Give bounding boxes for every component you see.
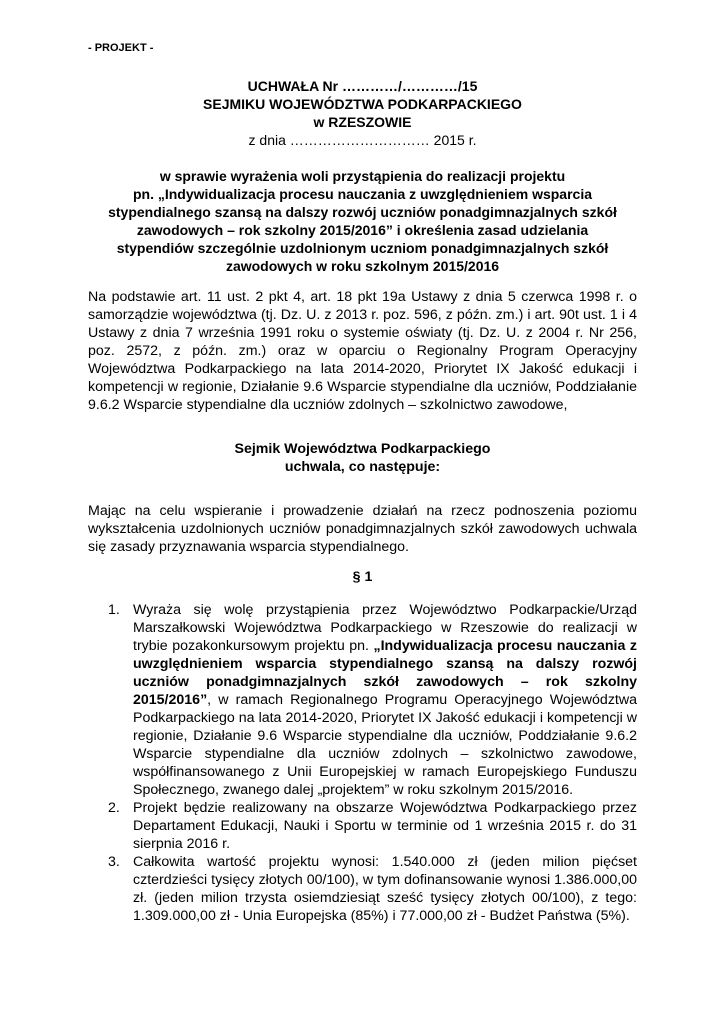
item-text-start: Wyraża się wolę przystąpienia przez Województwo Podkarpackie/Urząd Marszałkowski Województwa Podkarpackiego w Rzeszowie do realizacji w trybie pozakonkursowym projektu pn. bbox=[133, 602, 637, 654]
issuing-body: SEJMIKU WOJEWÓDZTWA PODKARPACKIEGO bbox=[203, 96, 522, 112]
subject-line: w sprawie wyrażenia woli przystąpienia do realizacji projektu bbox=[159, 168, 566, 184]
item-number: 2. bbox=[108, 800, 120, 816]
resolution-date: z dnia ………………………… 2015 r. bbox=[248, 132, 477, 148]
subject-line: stypendiów szczególnie uzdolnionym uczniom ponadgimnazjalnych szkół bbox=[116, 240, 609, 256]
provisions-list bbox=[88, 601, 637, 925]
resolution-subject bbox=[88, 167, 637, 275]
resolution-title bbox=[88, 77, 637, 131]
draft-label: - PROJEKT - bbox=[88, 42, 154, 54]
issuing-place: w RZESZOWIE bbox=[313, 114, 412, 130]
sejmik-resolves-heading bbox=[88, 440, 637, 476]
project-name: „Indywidualizacja procesu nauczania z uwzględnieniem wsparcia stypendialnego szansą na dalszy rozwój uczniów ponadgimnazjalnych szkół zawodowych – rok szkolny 2015/2016” bbox=[133, 638, 637, 708]
list-item bbox=[88, 853, 637, 925]
subject-line: zawodowych w roku szkolnym 2015/2016 bbox=[225, 258, 500, 274]
item-text: Całkowita wartość projektu wynosi: 1.540.000 zł (jeden milion pięćset czterdzieści tysięcy złotych 00/100), w tym dofinansowanie wynosi 1.386.000,00 zł. (jeden milion trzysta osiemdziesiąt sześć tysięcy złotych 00/100), z tego: 1.309.000,00 zł - Unia Europejska (85%) i 77.000,00 zł - Budżet Państwa (5%). bbox=[133, 854, 637, 924]
resolution-number: UCHWAŁA Nr …………/…………/15 bbox=[247, 78, 478, 94]
sejmik-name: Sejmik Województwa Podkarpackiego bbox=[234, 441, 491, 457]
item-text: Projekt będzie realizowany na obszarze Województwa Podkarpackiego przez Departament Edukacji, Nauki i Sportu w terminie od 1 września 2015 r. do 31 sierpnia 2016 r. bbox=[133, 800, 637, 852]
subject-line: stypendialnego szansą na dalszy rozwój uczniów ponadgimnazjalnych szkół bbox=[108, 204, 617, 220]
item-number: 1. bbox=[108, 602, 120, 618]
section-heading: § 1 bbox=[352, 569, 373, 585]
list-item bbox=[88, 799, 637, 853]
intro-paragraph: Mając na celu wspieranie i prowadzenie działań na rzecz podnoszenia poziomu wykształcenia uzdolnionych uczniów ponadgimnazjalnych szkół zawodowych uchwala się zasady przyznawania wsparcia stypendialnego. bbox=[88, 503, 637, 555]
subject-line: zawodowych – rok szkolny 2015/2016” i określenia zasad udzielania bbox=[136, 222, 589, 238]
legal-basis-paragraph: Na podstawie art. 11 ust. 2 pkt 4, art. 18 pkt 19a Ustawy z dnia 5 czerwca 1998 r. o samorządzie województwa (tj. Dz. U. z 2013 r. poz. 596, z późn. zm.) i art. 90t ust. 1 i 4 Ustawy z dnia 7 września 1991 roku o systemie oświaty (tj. Dz. U. z 2004 r. Nr 256, poz. 2572, z późn. zm.) oraz w oparciu o Regionalny Program Operacyjny Województwa Podkarpackiego na lata 2014-2020, Priorytet IX Jakość edukacji i kompetencji w regionie, Działanie 9.6 Wsparcie stypendialne dla uczniów, Poddziałanie 9.6.2 Wsparcie stypendialne dla uczniów zdolnych – szkolnictwo zawodowe, bbox=[88, 289, 637, 413]
resolves-phrase: uchwala, co następuje: bbox=[284, 459, 441, 475]
item-number: 3. bbox=[108, 854, 120, 870]
item-text-end: , w ramach Regionalnego Programu Operacyjnego Województwa Podkarpackiego na lata 2014-2020, Priorytet IX Jakość edukacji i kompetencji w regionie, Działanie 9.6 Wsparcie stypendialne dla uczniów, Poddziałanie 9.6.2 Wsparcie stypendialne dla uczniów zdolnych – szkolnictwo zawodowe, współfinansowanego z Unii Europejskiej w ramach Europejskiego Funduszu Społecznego, zwanego dalej „projektem” w roku szkolnym 2015/2016. bbox=[133, 692, 637, 798]
subject-line: pn. „Indywidualizacja procesu nauczania z uwzględnieniem wsparcia bbox=[132, 186, 592, 202]
list-item bbox=[88, 601, 637, 799]
